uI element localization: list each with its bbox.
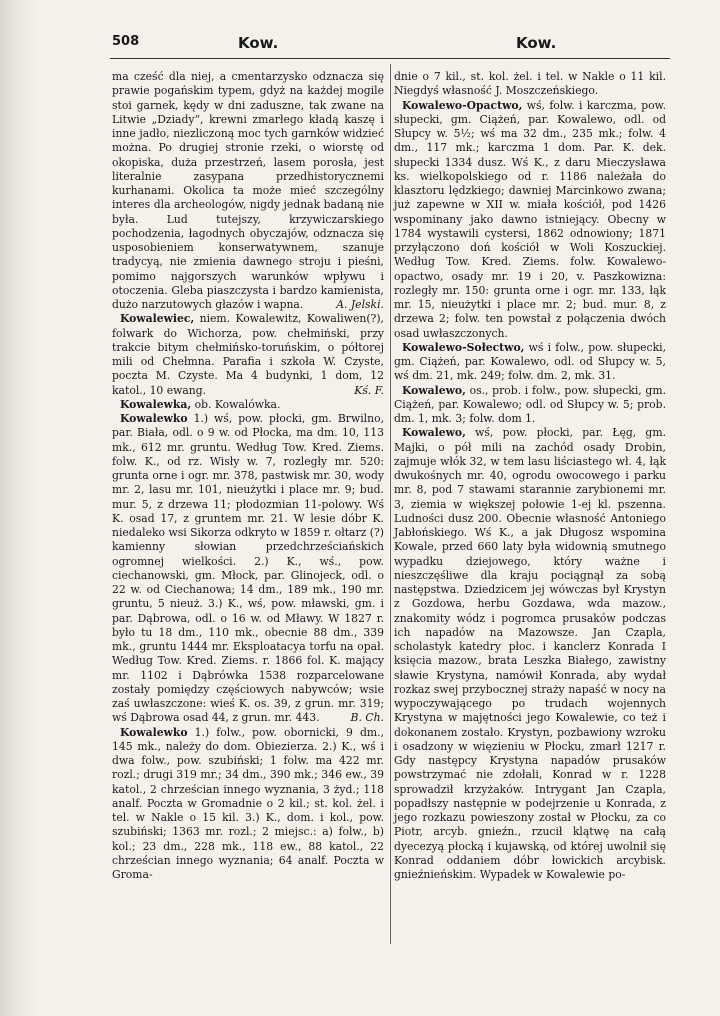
entry-body: ma cześć dla niej, a cmentarzysko odznacza się prawie pogańskim typem, gdyż na każdej mogile stoi garnek, kędy w dni zaduszne, tak zwane na Litwie „Dziady“, krewni zmarłego kładą kaszę i inne jadło, niezliczoną moc tych garnków widzieć można. Po drugiej stronie rzeki, o wiorstę od okopiska, duża przestrzeń, lasem porosła, jest literalnie zasypana przedhistorycznemi kurhanami. Okolica ta może mieć szczególny interes dla archeologów, nigdy jednak badaną nie była. Lud tutejszy, krzywiczarskiego pochodzenia, łagodnych obyczajów, odznacza się usposobieniem konserwatywnem, szanuje tradycyą, nie zmienia dawnego stroju i pieśni, pomimo najgorszych warunków wpływu i otoczenia. Gleba piaszczysta i bardzo kamienista, dużo narzutowych głazów i wapna. — [112, 70, 384, 311]
entry-body: os., prob. i folw., pow. słupecki, gm. Ciążeń, par. Kowalewo; odl. od Słupcy w. 5; prob. dm. 1, mk. 3; folw. dom 1. — [394, 383, 666, 425]
entry-body: niem. Kowalewitz, Kowaliwen(?), folwark do Wichorza, pow. chełmiński, przy trakcie bitym chełmińsko-toruńskim, o półtorej mili od Chełmna. Parafia i szkoła W. Czyste, poczta M. Czyste. Ma 4 budynki, 1 dom, 12 katol., 10 ewang. — [112, 312, 384, 397]
entry-body: dnie o 7 kil., st. kol. żel. i tel. w Nakle o 11 kil. Niegdyś własność J. Moszczeńskiego. — [394, 70, 666, 98]
entry-body: ob. Kowalówka. — [194, 397, 281, 411]
left-running-head: Kow. — [238, 34, 279, 52]
entry-headword: Kowalewo, — [402, 383, 466, 397]
continued-text — [112, 70, 384, 312]
dictionary-entry — [112, 726, 384, 883]
entry-body: wś, folw. i karczma, pow. słupecki, gm. Ciążeń, par. Kowalewo, odl. od Słupcy w. 5½; wś ma 32 dm., 235 mk.; folw. 4 dm., 117 mk.; karczma 1 dom. Par. K. dek. słupecki 1334 dusz. Wś K., z daru Mieczysława ks. wielkopolskiego od r. 1186 należała do klasztoru lędzkiego; dawniej Marcinkowo zwana; już zapewne w XII w. miała kościół, pod 1426 wspominany jako dawno istniejący. Obecny w 1784 wystawili cystersi, 1862 odnowiony; 1871 przyłączono doń kościół w Woli Koszuckiej. Według Tow. Kred. Ziems. folw. Kowalewo-opactwo, osady mr. 19 i 20, v. Paszkowizna: rozległy mr. 150: grunta orne i ogr. mr. 133, łąk mr. 15, nieużytki i place mr. 2; bud. mur. 8, z drzewa 2; folw. ten powstał z połączenia dwóch osad uwłaszczonych. — [394, 98, 666, 340]
right-column — [394, 70, 666, 882]
dictionary-entry — [394, 99, 666, 341]
entry-headword: Kowalewo-Sołectwo, — [402, 340, 525, 354]
page-binding-shadow — [0, 0, 38, 1016]
author-signature: A. Jelski. — [336, 298, 384, 311]
entry-headword: Kowalewo, — [402, 426, 466, 440]
entry-headword: Kowalewka, — [120, 397, 192, 411]
right-running-head: Kow. — [516, 34, 557, 52]
entry-headword: Kowalewo-Opactwo, — [402, 98, 523, 112]
column-divider — [390, 64, 391, 944]
entry-headword: Kowalewko — [120, 412, 188, 425]
author-signature: B. Ch. — [350, 711, 384, 725]
entry-body: wś, pow. płocki, par. Łęg, gm. Majki, o pół mili na zachód osady Drobin, zajmuje włók 32, w tem lasu liściastego wł. 4, łąk dwukośnych mr. 40, ogrodu owocowego i parku mr. 8, pod 7 stawami starannie zarybionemi mr. 3, ziemia w większej połowie 1-ej kl. pszenna. Ludności dusz 200. Obecnie własność Antoniego Jabłońskiego. Wś K., a jak Długosz wspomina Kowale, przed 660 laty była widownią smutnego wypadku dziejowego, który ważne i nieszczęśliwe dla kraju pociągnął za sobą następstwa. Dziedzicem jej wówczas był Krystyn z Gozdowa, herbu Gozdawa, wda mazow., znakomity wódz i pogromca prusaków podczas ich napadów na Mazowsze. Jan Czapla, scholastyk katedry płoc. i kanclerz Konrada I księcia mazow., brata Leszka Białego, zawistny sławie Krystyna, namówił Konrada, aby wydał rozkaz swej przybocznej straży napaść w nocy na wypoczywającego po trudach wojennych Krystyna w majętności jego Kowalewie, co też i dokonanem zostało. Krystyn, pozbawiony wzroku i osadzony w więzieniu w Płocku, zmarł 1217 r. Gdy następcy Krystyna napadów prusaków powstrzymać nie zdołali, Konrad w r. 1228 sprowadził krzyżaków. Intrygant Jan Czapla, popadłszy następnie w podejrzenie u Konrada, z jego rozkazu powieszony został w Płocku, za co Piotr, arcyb. gnieźn., rzucił klątwę na całą dyecezyą płocką i kujawską, od której uwolnił się Konrad oddaniem dóbr łowickich arcybisk. gnieźnieńskim. Wypadek w Kowalewie po- — [394, 426, 667, 881]
dictionary-entry — [112, 312, 384, 398]
continued-text — [394, 70, 666, 99]
dictionary-entry — [394, 384, 666, 427]
header-rule — [110, 58, 670, 59]
left-column — [112, 70, 384, 882]
dictionary-entry — [394, 341, 666, 384]
entry-body: 1.) folw., pow. obornicki, 9 dm., 145 mk., należy do dom. Obiezierza. 2.) K., wś i dwa folw., pow. szubiński; 1 folw. ma 422 mr. rozl.; drugi 319 mr.; 34 dm., 390 mk.; 346 ew., 39 katol., 2 chrześcian innego wyznania, 3 żyd.; 118 analf. Poczta w Gromadnie o 2 kil.; st. kol. żel. i tel. w Nakle o 15 kil. 3.) K., dom. i kol., pow. szubiński; 1363 mr. rozl.; 2 miejsc.: a) folw., b) kol.; 23 dm., 228 mk., 118 ew., 88 katol., 22 chrześcian innego wyznania; 64 analf. Poczta w Groma- — [112, 725, 384, 881]
page-number: 508 — [112, 34, 140, 49]
entry-body: wś i folw., pow. słupecki, gm. Ciążeń, par. Kowalewo, odl. od Słupcy w. 5, wś dm. 21, mk. 249; folw. dm. 2, mk. 31. — [394, 340, 667, 383]
entry-headword: Kowalewko — [120, 725, 188, 739]
dictionary-entry — [112, 412, 384, 726]
entry-body: 1.) wś, pow. płocki, gm. Brwilno, par. Biała, odl. o 9 w. od Płocka, ma dm. 10, 113 mk., 612 mr. gruntu. Według Tow. Kred. Ziems. folw. K., od rz. Wisły w. 7, rozległy mr. 520: grunta orne i ogr. mr. 378, pastwisk mr. 30, wody mr. 2, lasu mr. 101, nieużytki i place mr. 9; bud. mur. 5, z drzewa 11; płodozmian 11-polowy. Wś K. osad 17, z gruntem mr. 21. W lesie dóbr K. niedaleko wsi Sikorza odkryto w 1859 r. ołtarz (?) kamienny słowian przedchrześciańskich ogromnej wielkości. 2.) K., wś., pow. ciechanowski, gm. Młock, par. Glinojeck, odl. o 22 w. od Ciechanowa; 14 dm., 189 mk., 190 mr. gruntu, 5 nieuż. 3.) K., wś, pow. mławski, gm. i par. Dąbrowa, odl. o 16 w. od Mławy. W 1827 r. było tu 18 dm., 110 mk., obecnie 88 dm., 339 mk., gruntu 1444 mr. Eksploatacya torfu na opał. Według Tow. Kred. Ziems. r. 1866 fol. K. mający mr. 1102 i Dąbrówka 1538 rozparcelowane zostały pomiędzy częściowych nabywców; wsie zaś uwłaszczone: wieś K. os. 39, z grun. mr. 319; wś Dąbrowa osad 44, z grun. mr. 443. — [112, 412, 384, 725]
dictionary-entry — [112, 398, 384, 412]
author-signature: Kś. F. — [354, 383, 384, 397]
dictionary-entry — [394, 426, 666, 882]
entry-headword: Kowalewiec, — [120, 312, 195, 326]
running-header — [0, 30, 720, 54]
